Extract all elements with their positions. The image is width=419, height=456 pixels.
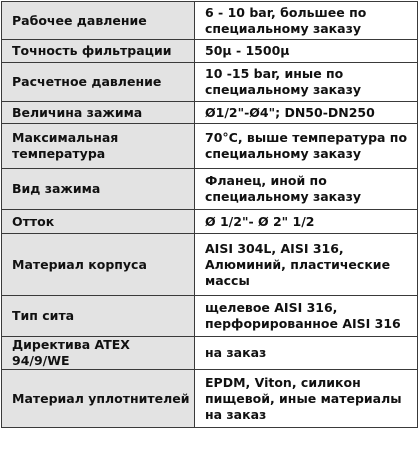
row-value: Ø1/2"-Ø4"; DN50-DN250 (195, 102, 418, 124)
row-label: Вид зажима (2, 169, 195, 210)
row-label: Точность фильтрации (2, 40, 195, 63)
table-row-outflow (2, 210, 418, 234)
table-row-clamp-size (2, 102, 418, 124)
row-label: Величина зажима (2, 102, 195, 124)
row-label: Расчетное давление (2, 63, 195, 102)
table-row-screen-type (2, 296, 418, 337)
row-value: щелевое AISI 316, перфорированное AISI 316 (195, 296, 418, 337)
row-label: Материал уплотнителей (2, 370, 195, 428)
table-row-seal-material (2, 370, 418, 428)
table-row-clamp-type (2, 169, 418, 210)
row-label: Тип сита (2, 296, 195, 337)
row-value: EPDM, Viton, силикон пищевой, иные материалы на заказ (195, 370, 418, 428)
row-label: Максимальная температура (2, 124, 195, 169)
specifications-table (1, 1, 418, 428)
row-value: Ø 1/2"- Ø 2" 1/2 (195, 210, 418, 234)
row-value: 10 -15 bar, иные по специальному заказу (195, 63, 418, 102)
table-row-working-pressure (2, 2, 418, 40)
table-row-design-pressure (2, 63, 418, 102)
row-value: на заказ (195, 337, 418, 370)
row-value: Фланец, иной по специальному заказу (195, 169, 418, 210)
row-value: 6 - 10 bar, большее по специальному заказу (195, 2, 418, 40)
table-row-housing-material (2, 234, 418, 296)
row-label: Директива ATEX 94/9/WE (2, 337, 195, 370)
table-row-max-temperature (2, 124, 418, 169)
table-row-atex-directive (2, 337, 418, 370)
row-value: 50µ - 1500µ (195, 40, 418, 63)
table-row-filtration-accuracy (2, 40, 418, 63)
row-label: Рабочее давление (2, 2, 195, 40)
row-label: Отток (2, 210, 195, 234)
row-label: Материал корпуса (2, 234, 195, 296)
row-value: AISI 304L, AISI 316, Алюминий, пластические массы (195, 234, 418, 296)
row-value: 70°C, выше температура по специальному заказу (195, 124, 418, 169)
